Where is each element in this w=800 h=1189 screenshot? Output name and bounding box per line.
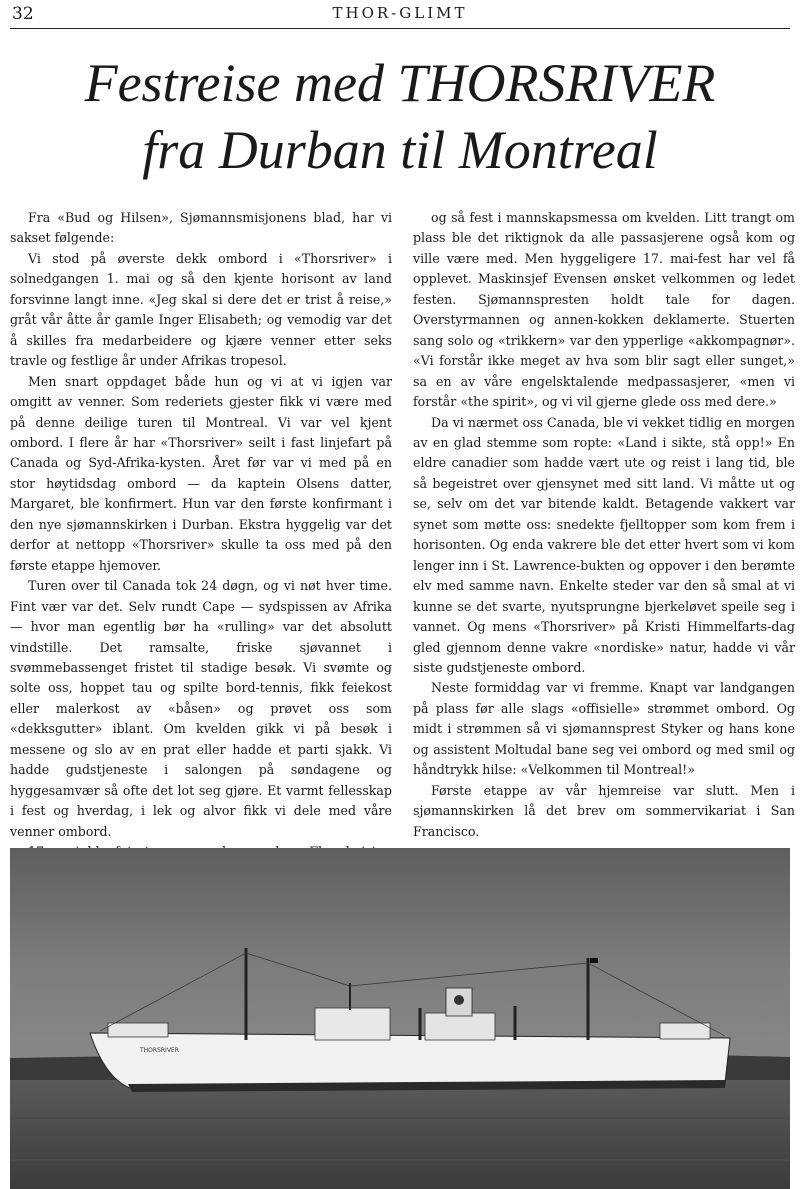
ship-photo — [10, 848, 790, 1189]
paragraph: Da vi nærmet oss Canada, ble vi vekket tidlig en morgen av en glad stemme som ropte: «Land i sikte, stå opp!» En eldre canadier som hadde vært ute og reist i lang tid, ble så begeistret over gjensynet med sitt land. Vi måtte ut og se, selv om det var bitende kaldt. Betagende vakkert var synet som møtte oss: snedekte fjelltopper som kom frem i horisonten. Og enda vakrere ble det etter hvert som vi kom lenger inn i St. Lawrence-bukten og oppover i den berømte elv med samme navn. Enkelte steder var den så smal at vi kunne se det svarte, nyutsprungne bjerkeløvet speile seg i vannet. Og mens «Thorsriver» på Kristi Himmelfarts-dag gled gjennom denne vakre «nordiske» natur, hadde vi vår siste gudstjeneste ombord. — [413, 414, 795, 675]
article-title — [20, 50, 780, 184]
paragraph: Første etappe av vår hjemreise var slutt. Men i sjømannskirken lå det brev om sommervikariat i San Francisco. — [413, 782, 795, 839]
paragraph: og så fest i mannskapsmessa om kvelden. Litt trangt om plass ble det riktignok da alle passasjerene også kom og ville være med. Men hyggeligere 17. mai-fest har vel få opplevet. Maskinsjef Evensen ønsket velkommen og ledet festen. Sjømannspresten holdt tale for dagen. Overstyrmannen og annen-kokken deklamerte. Stuerten sang solo og «trikkern» var den ypperlige «akkompagnør». «Vi forstår ikke meget av hva som blir sagt eller sunget,» sa en av våre engelsktalende medpassasjerer, «men vi forstår «the spirit», og vi vil gjerne glede oss med dere.» — [413, 210, 795, 410]
paragraph: Men snart oppdaget både hun og vi at vi igjen var omgitt av venner. Som rederiets gjester fikk vi være med på denne deilige turen til Montreal. Vi var vel kjent ombord. I flere år har «Thorsriver» seilt i fast linjefart på Canada og Syd-Afrika-kysten. Året før var vi med på en stor høytidsdag ombord — da kaptein Olsens datter, Margaret, ble konfirmert. Hun var den første konfirmant i den nye sjømannskirken i Durban. Ekstra hyggelig var det derfor at nettopp «Thorsriver» skulle ta oss med på den første etappe hjemover. — [10, 373, 392, 573]
article-title-line-2: fra Durban til Montreal — [142, 120, 658, 180]
page-header — [10, 0, 790, 29]
page-number: 32 — [12, 4, 34, 24]
article-body — [10, 208, 795, 839]
left-column — [10, 208, 392, 839]
publication-title: THOR-GLIMT — [332, 4, 468, 22]
paragraph: Turen over til Canada tok 24 døgn, og vi nøt hver time. Fint vær var det. Selv rundt Cape — sydspissen av Afrika — hvor man egentlig bør ha «rulling» var det absolutt vindstille. Det ramsalte, friske sjøvannet i svømmebassenget fristet til stadige besøk. Vi svømte og solte oss, hoppet tau og spilte bord-tennis, fikk feiekost eller malerkost av «båsen» og prøvet oss som «dekksgutter» iblant. Om kvelden gikk vi på besøk i messene og slo av en prat eller hadde et parti sjakk. Vi hadde gudstjeneste i salongen på søndagene og hyggesamvær så ofte det lot seg gjøre. Et varmt fellesskap i fest og hverdag, i lek og alvor fikk vi dele med våre venner ombord. — [10, 578, 392, 839]
paragraph: Vi stod på øverste dekk ombord i «Thorsriver» i solnedgangen 1. mai og så den kjente horisont av land forsvinne langt inne. «Jeg skal si dere det er trist å reise,» gråt vår åtte år gamle Inger Elisabeth; og vemodig var det å skilles fra medarbeidere og kjære venner etter seks travle og festlige år under Afrikas tropesol. — [10, 250, 392, 369]
ship-illustration — [10, 848, 790, 1189]
paragraph: Neste formiddag var vi fremme. Knapt var landgangen på plass før alle slags «offisielle» strømmet ombord. Og midt i strømmen så vi sjømannsprest Styker og hans kone og assistent Moltudal bane seg vei ombord og med smil og håndtrykk hilse: «Velkommen til Montreal!» — [413, 680, 795, 778]
article-title-line-1: Festreise med THORSRIVER — [84, 53, 716, 113]
hull-name: THORSRIVER — [140, 1047, 179, 1054]
paragraph: Fra «Bud og Hilsen», Sjømannsmisjonens blad, har vi sakset følgende: — [10, 210, 392, 246]
right-column — [413, 208, 795, 839]
